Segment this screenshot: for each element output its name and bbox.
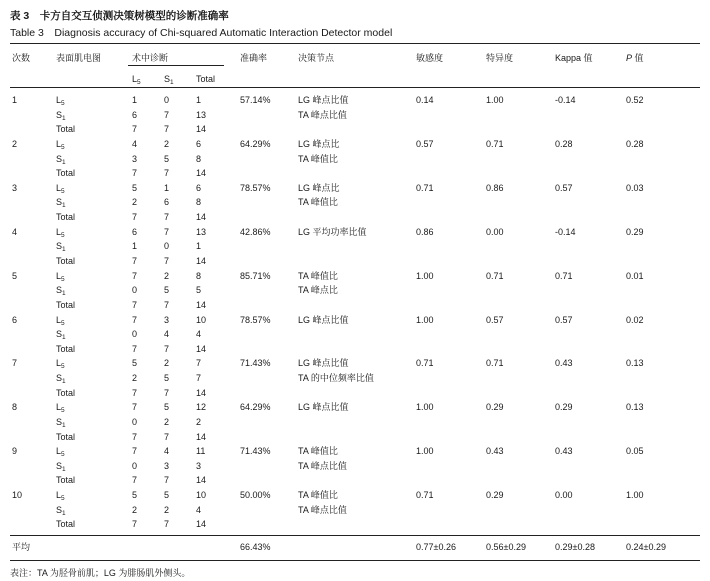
sensitivity-value: 0.14 [416,95,434,105]
cell-s1: 5 [164,402,170,413]
cell-s1: 0 [164,95,170,105]
specificity-value: 0.29 [486,402,504,413]
sensitivity-value: 1.00 [416,270,434,281]
cell-total: 14 [196,387,207,398]
row-label-total: Total [56,475,76,486]
row-label-total: Total [56,431,76,442]
cell-total: 14 [196,299,207,310]
accuracy-value: 57.14% [240,95,271,105]
decision-node: TA 峰值比 [298,197,338,208]
cell-total: 14 [196,212,207,222]
decision-node: TA 的中位频率比值 [298,373,374,383]
sensitivity-value: 0.71 [416,358,434,369]
row-label-l5: $L_5$ [56,182,65,195]
row-label-s1: $S_1$ [56,241,66,254]
cell-s1: 7 [164,168,170,179]
decision-node: LG 峰点比 [298,182,340,193]
cell-total: 6 [196,138,202,149]
cell-s1: 2 [164,270,170,281]
cell-l5: 7 [132,124,138,135]
table-title-cn: 表 3 卡方自交互侦测决策树模型的诊断准确率 [10,10,229,22]
row-label-s1: $S_1$ [56,153,66,166]
p-value: 1.00 [626,490,644,501]
kappa-value: 0.00 [555,490,573,501]
accuracy-value: 71.43% [240,446,271,457]
p-value: 0.05 [626,446,644,457]
cell-s1: 5 [164,373,170,383]
header-emg: 表面肌电图 [56,53,102,63]
cell-total: 3 [196,460,202,471]
row-label-s1: $S_1$ [56,329,66,342]
sensitivity-value: 0.71 [416,490,434,501]
cell-l5: 7 [132,255,138,266]
sensitivity-value: 1.00 [416,446,434,457]
specificity-value: 1.00 [486,95,504,105]
trial-number: 8 [12,402,18,413]
cell-total: 8 [196,197,202,208]
cell-s1: 4 [164,329,170,340]
row-label-l5: $L_5$ [56,138,65,151]
cell-s1: 5 [164,285,170,296]
row-label-s1: $S_1$ [56,373,66,385]
trial-number: 3 [12,182,18,193]
cell-s1: 7 [164,255,170,266]
cell-s1: 7 [164,519,170,530]
trial-number: 4 [12,226,18,237]
cell-l5: 5 [132,490,138,501]
cell-s1: 3 [164,314,170,325]
decision-node: TA 峰值比 [298,153,338,164]
cell-s1: 2 [164,416,170,427]
cell-total: 8 [196,153,202,164]
average-sensitivity: 0.77±0.26 [416,542,456,552]
header-sensitivity: 敏感度 [416,53,444,63]
trial-number: 7 [12,358,18,369]
p-value: 0.52 [626,95,644,105]
cell-total: 7 [196,373,202,383]
decision-node: TA 峰值比 [298,446,338,457]
row-label-total: Total [56,387,76,398]
cell-total: 13 [196,109,207,120]
row-label-l5: $L_5$ [56,446,65,459]
cell-l5: 4 [132,138,138,149]
decision-node: TA 峰值比 [298,270,338,281]
specificity-value: 0.29 [486,490,504,501]
accuracy-value: 78.57% [240,182,271,193]
cell-total: 1 [196,241,202,252]
cell-l5: 7 [132,270,138,281]
row-label-total: Total [56,343,76,354]
cell-total: 14 [196,475,207,486]
cell-total: 2 [196,416,202,427]
cell-s1: 7 [164,299,170,310]
trial-number: 5 [12,270,18,281]
cell-total: 7 [196,358,202,369]
decision-node: LG 平均功率比值 [298,226,367,237]
trial-number: 2 [12,138,18,149]
cell-total: 1 [196,95,202,105]
header-specificity: 特异度 [486,53,514,63]
cell-l5: 2 [132,504,138,515]
sensitivity-value: 1.00 [416,402,434,413]
cell-total: 8 [196,270,202,281]
row-label-s1: $S_1$ [56,416,66,429]
cell-total: 5 [196,285,202,296]
accuracy-value: 64.29% [240,138,271,149]
cell-s1: 1 [164,182,170,193]
decision-node: LG 峰点比值 [298,314,349,325]
header-count: 次数 [12,53,31,63]
cell-l5: 2 [132,373,138,383]
specificity-value: 0.71 [486,358,504,369]
row-label-total: Total [56,212,76,222]
header-s1: $S_1$ [164,74,174,86]
row-label-s1: $S_1$ [56,460,66,473]
kappa-value: 0.43 [555,446,573,457]
row-label-s1: $S_1$ [56,504,66,517]
cell-s1: 4 [164,446,170,457]
cell-total: 4 [196,504,202,515]
kappa-value: 0.57 [555,182,573,193]
kappa-value: 0.29 [555,402,573,413]
cell-s1: 2 [164,504,170,515]
cell-l5: 7 [132,314,138,325]
trial-number: 6 [12,314,18,325]
specificity-value: 0.71 [486,270,504,281]
decision-node: LG 峰点比值 [298,358,349,369]
average-rule [10,535,700,536]
cell-l5: 6 [132,109,138,120]
row-label-l5: $L_5$ [56,226,65,239]
accuracy-value: 50.00% [240,490,271,501]
trial-number: 10 [12,490,23,501]
row-label-l5: $L_5$ [56,95,65,107]
cell-l5: 7 [132,343,138,354]
cell-l5: 0 [132,285,138,296]
cell-l5: 7 [132,168,138,179]
cell-total: 14 [196,255,207,266]
cell-s1: 5 [164,153,170,164]
cell-l5: 1 [132,241,138,252]
kappa-value: -0.14 [555,226,576,237]
cell-l5: 7 [132,431,138,442]
kappa-value: 0.28 [555,138,573,149]
accuracy-value: 85.71% [240,270,271,281]
header-rule [10,87,700,88]
header-total: Total [196,74,216,84]
top-rule [10,43,700,44]
decision-node: LG 峰点比 [298,138,340,149]
row-label-total: Total [56,255,76,266]
cell-total: 11 [196,446,206,457]
kappa-value: -0.14 [555,95,576,105]
cell-l5: 5 [132,182,138,193]
decision-node: LG 峰点比值 [298,402,349,413]
cell-total: 14 [196,519,207,530]
cell-s1: 7 [164,212,170,222]
p-value: 0.01 [626,270,644,281]
cell-l5: 3 [132,153,138,164]
cell-total: 14 [196,124,207,135]
specificity-value: 0.71 [486,138,504,149]
accuracy-value: 42.86% [240,226,271,237]
header-l5: $L_5$ [132,74,141,86]
cell-l5: 7 [132,212,138,222]
p-value: 0.02 [626,314,644,325]
row-label-s1: $S_1$ [56,109,66,122]
cell-s1: 7 [164,387,170,398]
p-value: 0.13 [626,402,644,413]
cell-total: 10 [196,490,207,501]
header-decision-node: 决策节点 [298,53,335,63]
p-value: 0.29 [626,226,644,237]
p-value: 0.03 [626,182,644,193]
cell-l5: 7 [132,519,138,530]
row-label-l5: $L_5$ [56,270,65,283]
row-label-l5: $L_5$ [56,358,65,371]
row-label-l5: $L_5$ [56,314,65,327]
cell-s1: 7 [164,109,170,120]
bottom-rule [10,560,700,561]
cell-l5: 0 [132,416,138,427]
sensitivity-value: 0.86 [416,226,434,237]
cell-s1: 0 [164,241,170,252]
header-intraop: 术中诊断 [132,53,169,63]
cell-s1: 5 [164,490,170,501]
specificity-value: 0.86 [486,182,504,193]
table-note: 表注：TA 为胫骨前肌；LG 为腓肠肌外侧头。 [10,568,191,578]
header-accuracy: 准确率 [240,53,268,63]
header-p-value: P 值 [626,53,644,63]
p-value: 0.13 [626,358,644,369]
accuracy-value: 64.29% [240,402,271,413]
cell-l5: 7 [132,446,138,457]
decision-node: TA 峰值比 [298,490,338,501]
cell-l5: 0 [132,460,138,471]
cell-s1: 7 [164,343,170,354]
cell-l5: 1 [132,95,138,105]
specificity-value: 0.57 [486,314,504,325]
cell-l5: 7 [132,475,138,486]
cell-l5: 6 [132,226,138,237]
cell-l5: 7 [132,299,138,310]
average-accuracy: 66.43% [240,542,271,552]
decision-node: TA 峰点比值 [298,460,347,471]
cell-total: 4 [196,329,202,340]
cell-s1: 7 [164,226,170,237]
sensitivity-value: 0.71 [416,182,434,193]
specificity-value: 0.00 [486,226,504,237]
average-label: 平均 [12,542,31,552]
p-value: 0.28 [626,138,644,149]
kappa-value: 0.71 [555,270,573,281]
cell-total: 13 [196,226,207,237]
cell-total: 14 [196,168,207,179]
row-label-l5: $L_5$ [56,490,65,503]
decision-node: TA 峰点比 [298,285,338,296]
cell-s1: 6 [164,197,170,208]
cell-s1: 3 [164,460,170,471]
kappa-value: 0.57 [555,314,573,325]
decision-node: TA 峰点比值 [298,109,347,120]
accuracy-value: 78.57% [240,314,271,325]
trial-number: 1 [12,95,18,105]
sensitivity-value: 0.57 [416,138,434,149]
cell-l5: 7 [132,387,138,398]
row-label-total: Total [56,519,76,530]
row-label-s1: $S_1$ [56,285,66,298]
cell-total: 14 [196,431,207,442]
cell-s1: 7 [164,475,170,486]
cell-total: 14 [196,343,207,354]
accuracy-value: 71.43% [240,358,271,369]
kappa-value: 0.43 [555,358,573,369]
decision-node: LG 峰点比值 [298,95,349,105]
cell-l5: 2 [132,197,138,208]
sensitivity-value: 1.00 [416,314,434,325]
row-label-total: Total [56,299,76,310]
cell-total: 10 [196,314,207,325]
row-label-total: Total [56,124,76,135]
decision-node: TA 峰点比值 [298,504,347,515]
header-kappa: Kappa 值 [555,53,593,63]
row-label-total: Total [56,168,76,179]
average-p-value: 0.24±0.29 [626,542,666,552]
average-kappa: 0.29±0.28 [555,542,595,552]
row-label-l5: $L_5$ [56,402,65,415]
table-title-en: Table 3 Diagnosis accuracy of Chi-squared Automatic Interaction Detector model [10,27,393,39]
cell-s1: 7 [164,431,170,442]
cell-s1: 7 [164,124,170,135]
cell-total: 12 [196,402,207,413]
cell-s1: 2 [164,138,170,149]
cell-l5: 5 [132,358,138,369]
cell-total: 6 [196,182,202,193]
cell-l5: 7 [132,402,138,413]
average-specificity: 0.56±0.29 [486,542,526,552]
cell-s1: 2 [164,358,170,369]
header-subrule [128,65,224,66]
cell-l5: 0 [132,329,138,340]
trial-number: 9 [12,446,18,457]
specificity-value: 0.43 [486,446,504,457]
row-label-s1: $S_1$ [56,197,66,210]
